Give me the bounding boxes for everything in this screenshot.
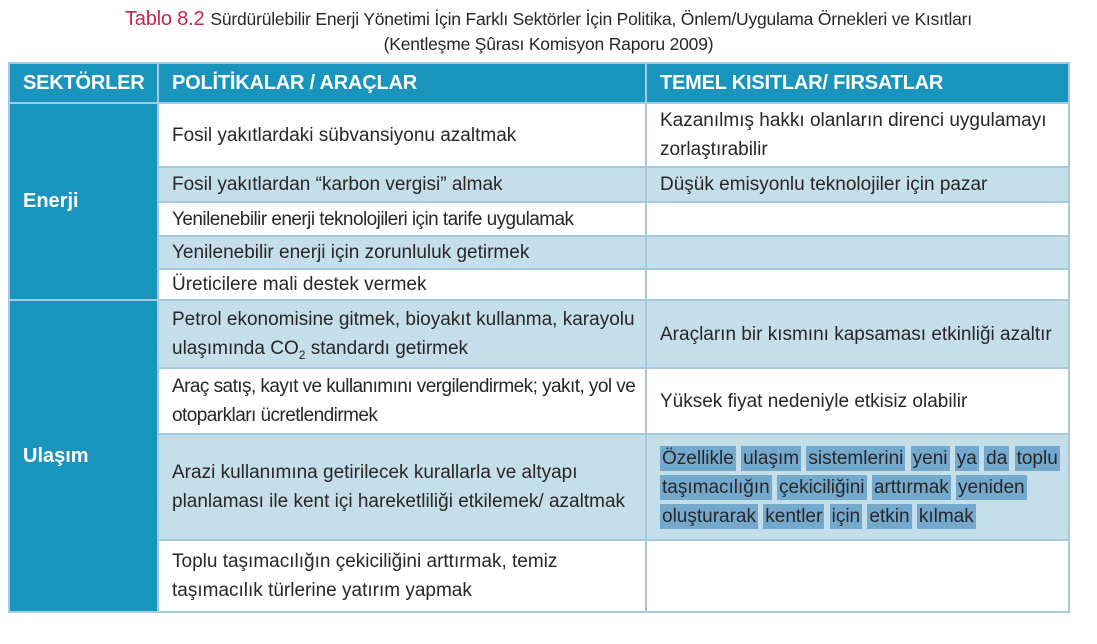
header-temel-kisitlar: TEMEL KISITLAR/ FIRSATLAR <box>647 64 1068 102</box>
caption-title-text: Sürdürülebilir Enerji Yönetimi İçin Farklı Sektörler İçin Politika, Önlem/Uygulama Örnekleri ve Kısıtları <box>210 9 972 29</box>
header-politikalar: POLİTİKALAR / ARAÇLAR <box>159 64 645 102</box>
sector-cell-ulasim: Ulaşım <box>10 301 157 611</box>
constraint-cell-selected-text: Özellikle ulaşım sistemlerini yeni ya da toplu taşımacılığın çekiciliğini arttırmak yeniden oluşturarak kentler için etkin kılmak <box>647 435 1068 539</box>
policy-cell <box>159 301 645 367</box>
constraint-cell <box>647 541 1068 611</box>
constraint-cell <box>647 270 1068 299</box>
co2-subscript: 2 <box>298 347 306 362</box>
caption-table-number: Tablo 8.2 <box>125 8 205 30</box>
policy-cell: Araç satış, kayıt ve kullanımını vergilendirmek; yakıt, yol ve otoparkları ücretlendirmek <box>159 369 645 433</box>
sector-cell-enerji: Enerji <box>10 104 157 299</box>
policy-cell: Üreticilere mali destek vermek <box>159 270 645 299</box>
constraint-cell: Araçların bir kısmını kapsaması etkinliği azaltır <box>647 301 1068 367</box>
constraint-cell: Kazanılmış hakkı olanların direnci uygulamayı zorlaştırabilir <box>647 104 1068 166</box>
policy-cell: Fosil yakıtlardan “karbon vergisi” almak <box>159 168 645 201</box>
caption-subtitle: (Kentleşme Şûrası Komisyon Raporu 2009) <box>383 34 714 54</box>
constraint-cell: Düşük emisyonlu teknolojiler için pazar <box>647 168 1068 201</box>
policy-text-before-subscript: Petrol ekonomisine gitmek, bioyakıt kullanma, karayolu ulaşımında CO <box>172 309 635 359</box>
policy-cell: Toplu taşımacılığın çekiciliğini arttırmak, temiz taşımacılık türlerine yatırım yapmak <box>159 541 645 611</box>
table-caption <box>0 0 1097 57</box>
constraint-cell <box>647 237 1068 268</box>
policy-cell: Yenilenebilir enerji için zorunluluk getirmek <box>159 237 645 268</box>
policy-cell: Yenilenebilir enerji teknolojileri için tarife uygulamak <box>159 203 645 235</box>
policy-cell: Fosil yakıtlardaki sübvansiyonu azaltmak <box>159 104 645 166</box>
policy-cell: Arazi kullanımına getirilecek kurallarla ve altyapı planlaması ile kent içi hareketliliği etkilemek/ azaltmak <box>159 435 645 539</box>
policy-table <box>8 62 1070 613</box>
caption-line1 <box>0 7 1097 32</box>
policy-text-after-subscript: standardı getirmek <box>305 338 469 359</box>
constraint-cell <box>647 203 1068 235</box>
header-sektorler: SEKTÖRLER <box>10 64 157 102</box>
constraint-cell: Yüksek fiyat nedeniyle etkisiz olabilir <box>647 369 1068 433</box>
